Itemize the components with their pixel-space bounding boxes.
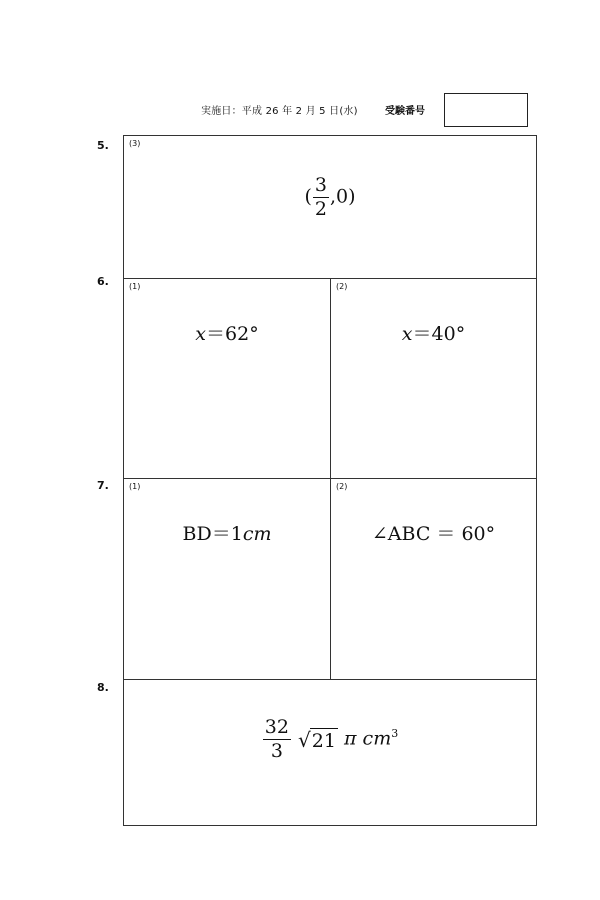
unit-cm: cm [362, 727, 392, 750]
answer-cell-q7-2 [330, 478, 537, 680]
answer-cell-q5-3 [123, 135, 537, 279]
radicand: 21 [311, 729, 336, 752]
denominator: 3 [270, 740, 283, 762]
answer-text [124, 319, 330, 346]
answer-value: ＝62° [206, 323, 259, 345]
answer-cell-q8 [123, 679, 537, 826]
sub-label: (2) [336, 482, 348, 491]
question-number-7: 7. [97, 479, 109, 492]
question-number-5: 5. [97, 139, 109, 152]
exam-date: 実施日：平成 26 年 2 月 5 日(水) [201, 106, 358, 117]
exam-number-box[interactable] [444, 93, 528, 127]
numerator: 3 [314, 174, 327, 196]
square-root [298, 728, 338, 752]
answer-text: ∠ABC ＝ 60° [371, 523, 496, 545]
answer-text [331, 319, 536, 346]
sub-label: (2) [336, 282, 348, 291]
radical-sign: √ [298, 727, 311, 752]
sub-label: (1) [129, 482, 141, 491]
exponent: 3 [391, 727, 399, 741]
denominator: 2 [314, 198, 327, 220]
fraction [313, 176, 329, 219]
answer-rest: ,0) [329, 185, 356, 208]
answer-value: BD＝1 [182, 523, 243, 545]
paren-open: ( [304, 185, 312, 208]
question-number-8: 8. [97, 681, 109, 694]
variable-x: x [195, 323, 207, 345]
answer-value: ＝40° [412, 323, 466, 345]
sub-label: (3) [129, 139, 141, 148]
variable-x: x [401, 323, 413, 345]
answer-cell-q6-2 [330, 278, 537, 479]
question-number-6: 6. [97, 275, 109, 288]
unit-cm: cm [242, 523, 272, 545]
answer-sheet-header [0, 0, 600, 140]
fraction [263, 718, 291, 761]
pi-symbol: π [344, 727, 357, 750]
exam-number-label: 受験番号 [385, 106, 425, 117]
numerator: 32 [264, 716, 289, 738]
answer-cell-q7-1 [123, 478, 331, 680]
sub-label: (1) [129, 282, 141, 291]
answer-text [124, 718, 536, 761]
answer-text [124, 176, 536, 219]
answer-cell-q6-1 [123, 278, 331, 479]
answer-text [124, 519, 330, 546]
